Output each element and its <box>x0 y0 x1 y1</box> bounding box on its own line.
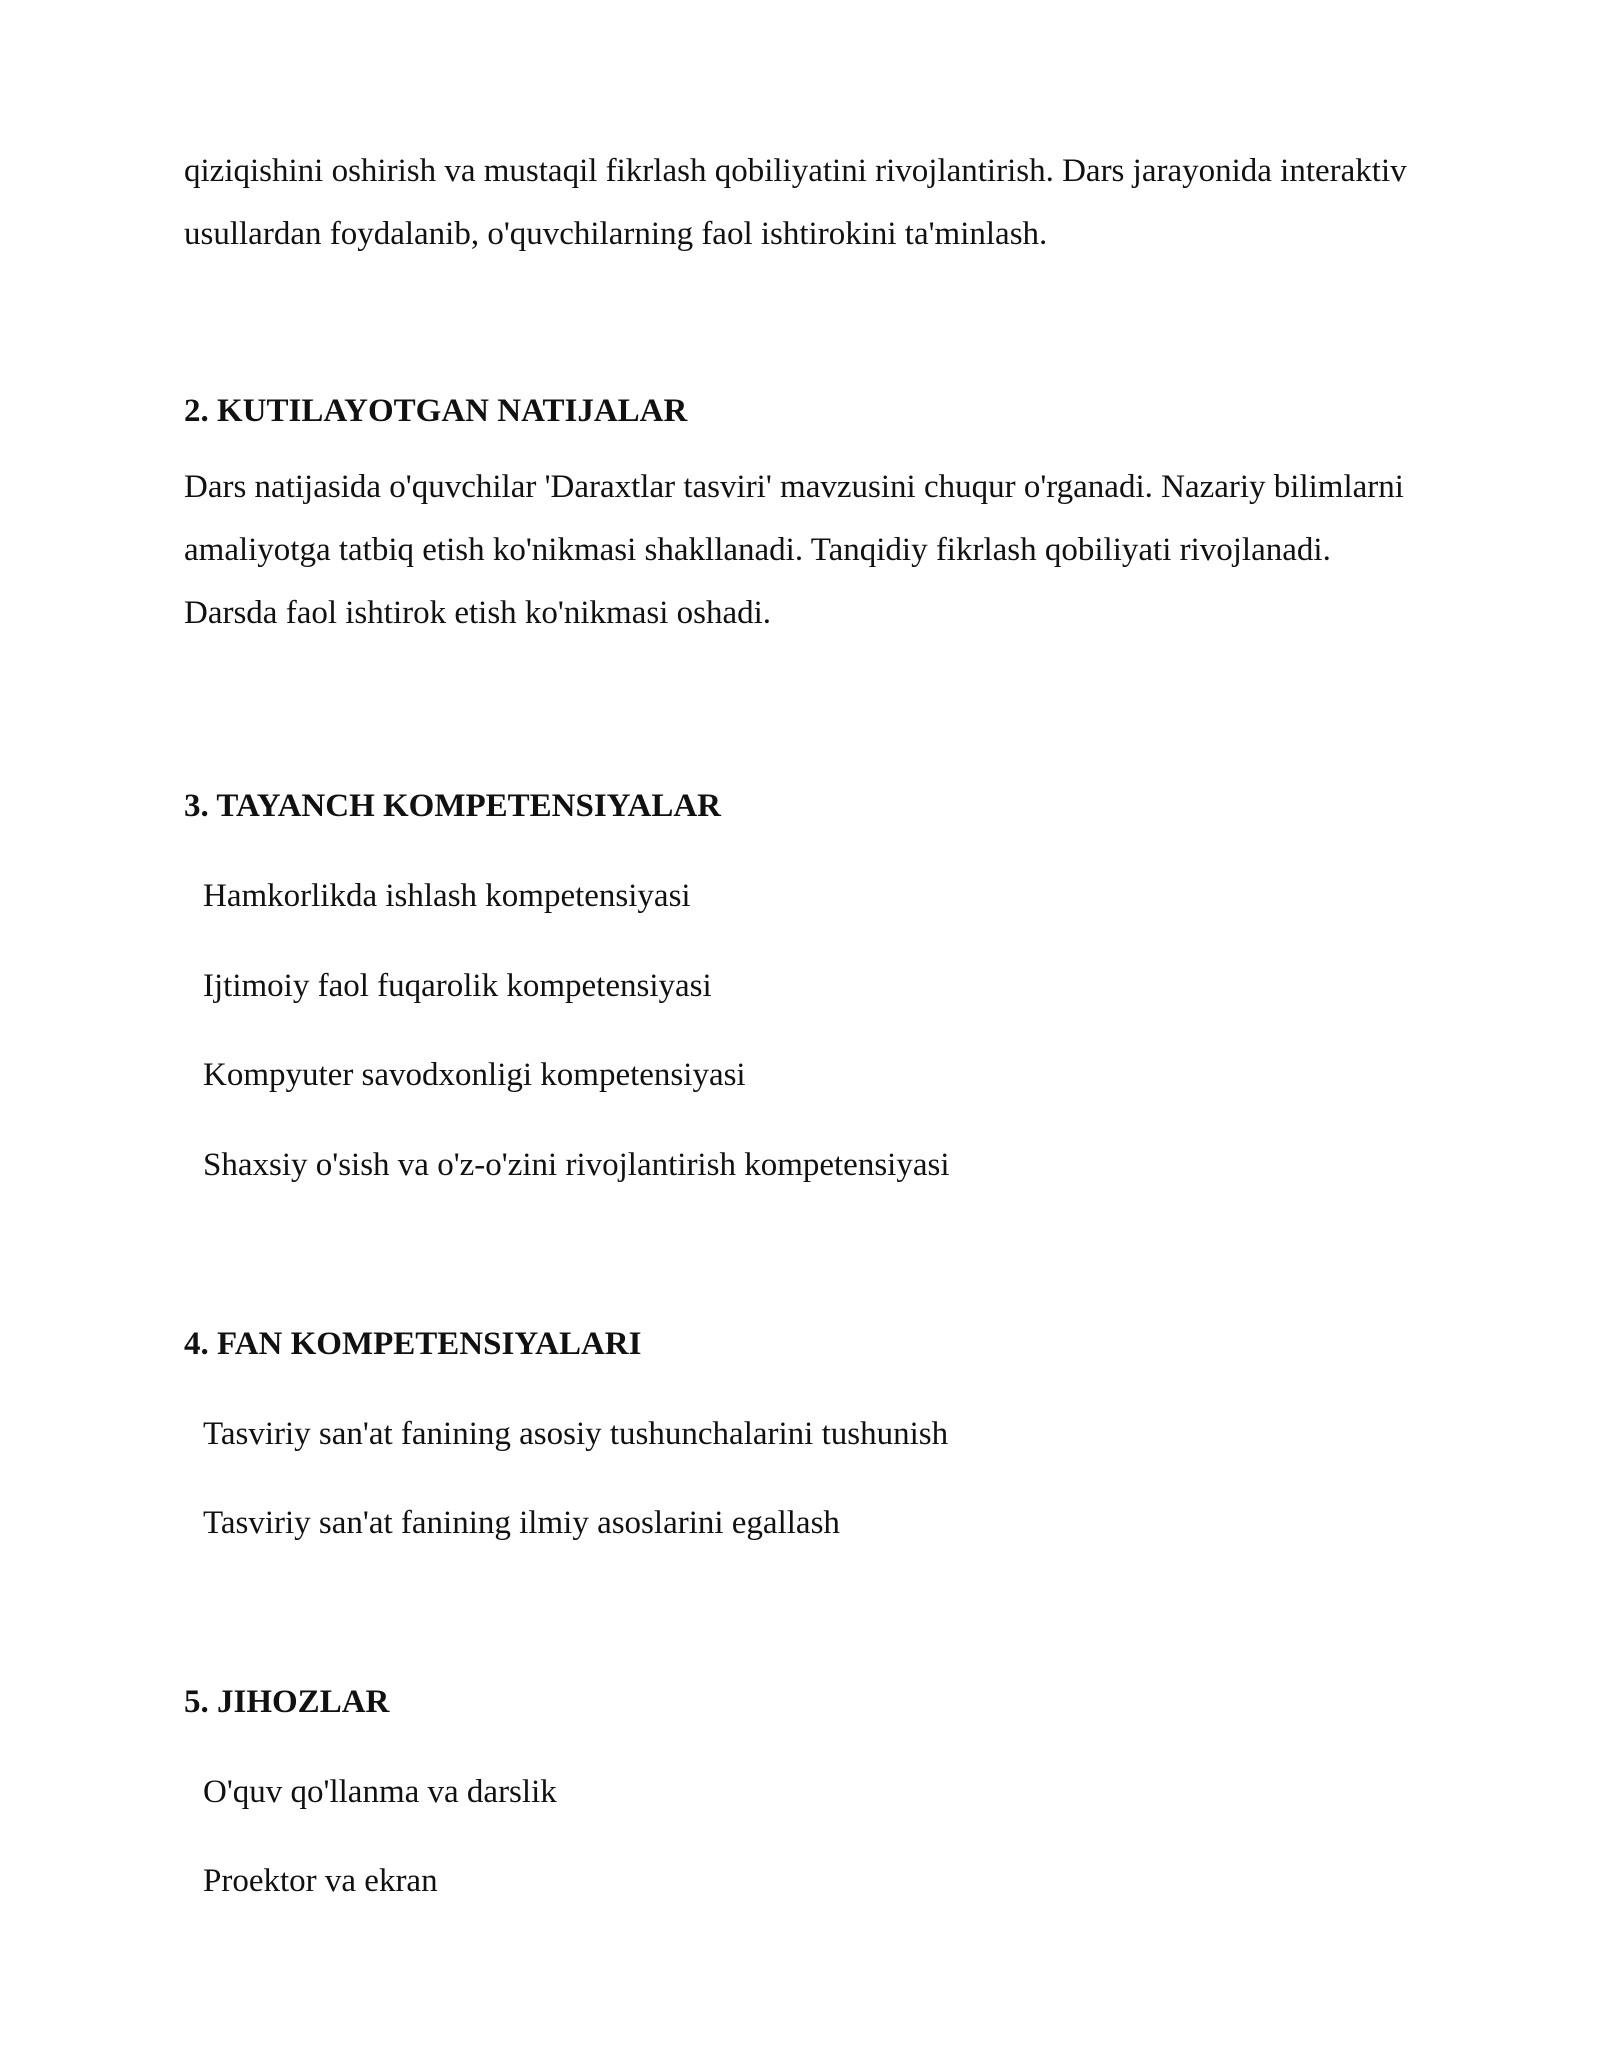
list-item: Proektor va ekran <box>203 1863 438 1899</box>
list-item: Kompyuter savodxonligi kompetensiyasi <box>203 1057 746 1093</box>
list-item: Ijtimoiy faol fuqarolik kompetensiyasi <box>203 968 712 1004</box>
list-item: O'quv qo'llanma va darslik <box>203 1774 557 1810</box>
list-item: Tasviriy san'at fanining asosiy tushunchalarini tushunish <box>203 1416 949 1452</box>
list-item: Shaxsiy o'sish va o'z-o'zini rivojlantirish kompetensiyasi <box>203 1147 950 1183</box>
section-heading-subject-competencies: 4. FAN KOMPETENSIYALARI <box>184 1326 642 1362</box>
section-heading-core-competencies: 3. TAYANCH KOMPETENSIYALAR <box>184 788 721 824</box>
list-item: Tasviriy san'at fanining ilmiy asoslarini egallash <box>203 1505 840 1541</box>
expected-results-paragraph: Dars natijasida o'quvchilar 'Daraxtlar tasviri' mavzusini chuqur o'rganadi. Nazariy bilimlarni amaliyotga tatbiq etish ko'nikmasi shakllanadi. Tanqidiy fikrlash qobiliyati rivojlanadi. Darsda faol ishtirok etish ko'nikmasi oshadi. <box>184 469 1404 631</box>
list-item: Hamkorlikda ishlash kompetensiyasi <box>203 878 691 914</box>
section-heading-expected-results: 2. KUTILAYOTGAN NATIJALAR <box>184 393 688 429</box>
section-heading-equipment: 5. JIHOZLAR <box>184 1684 390 1720</box>
intro-paragraph: qiziqishini oshirish va mustaqil fikrlash qobiliyatini rivojlantirish. Dars jarayonida interaktiv usullardan foydalanib, o'quvchilarning faol ishtirokini ta'minlash. <box>184 153 1407 252</box>
